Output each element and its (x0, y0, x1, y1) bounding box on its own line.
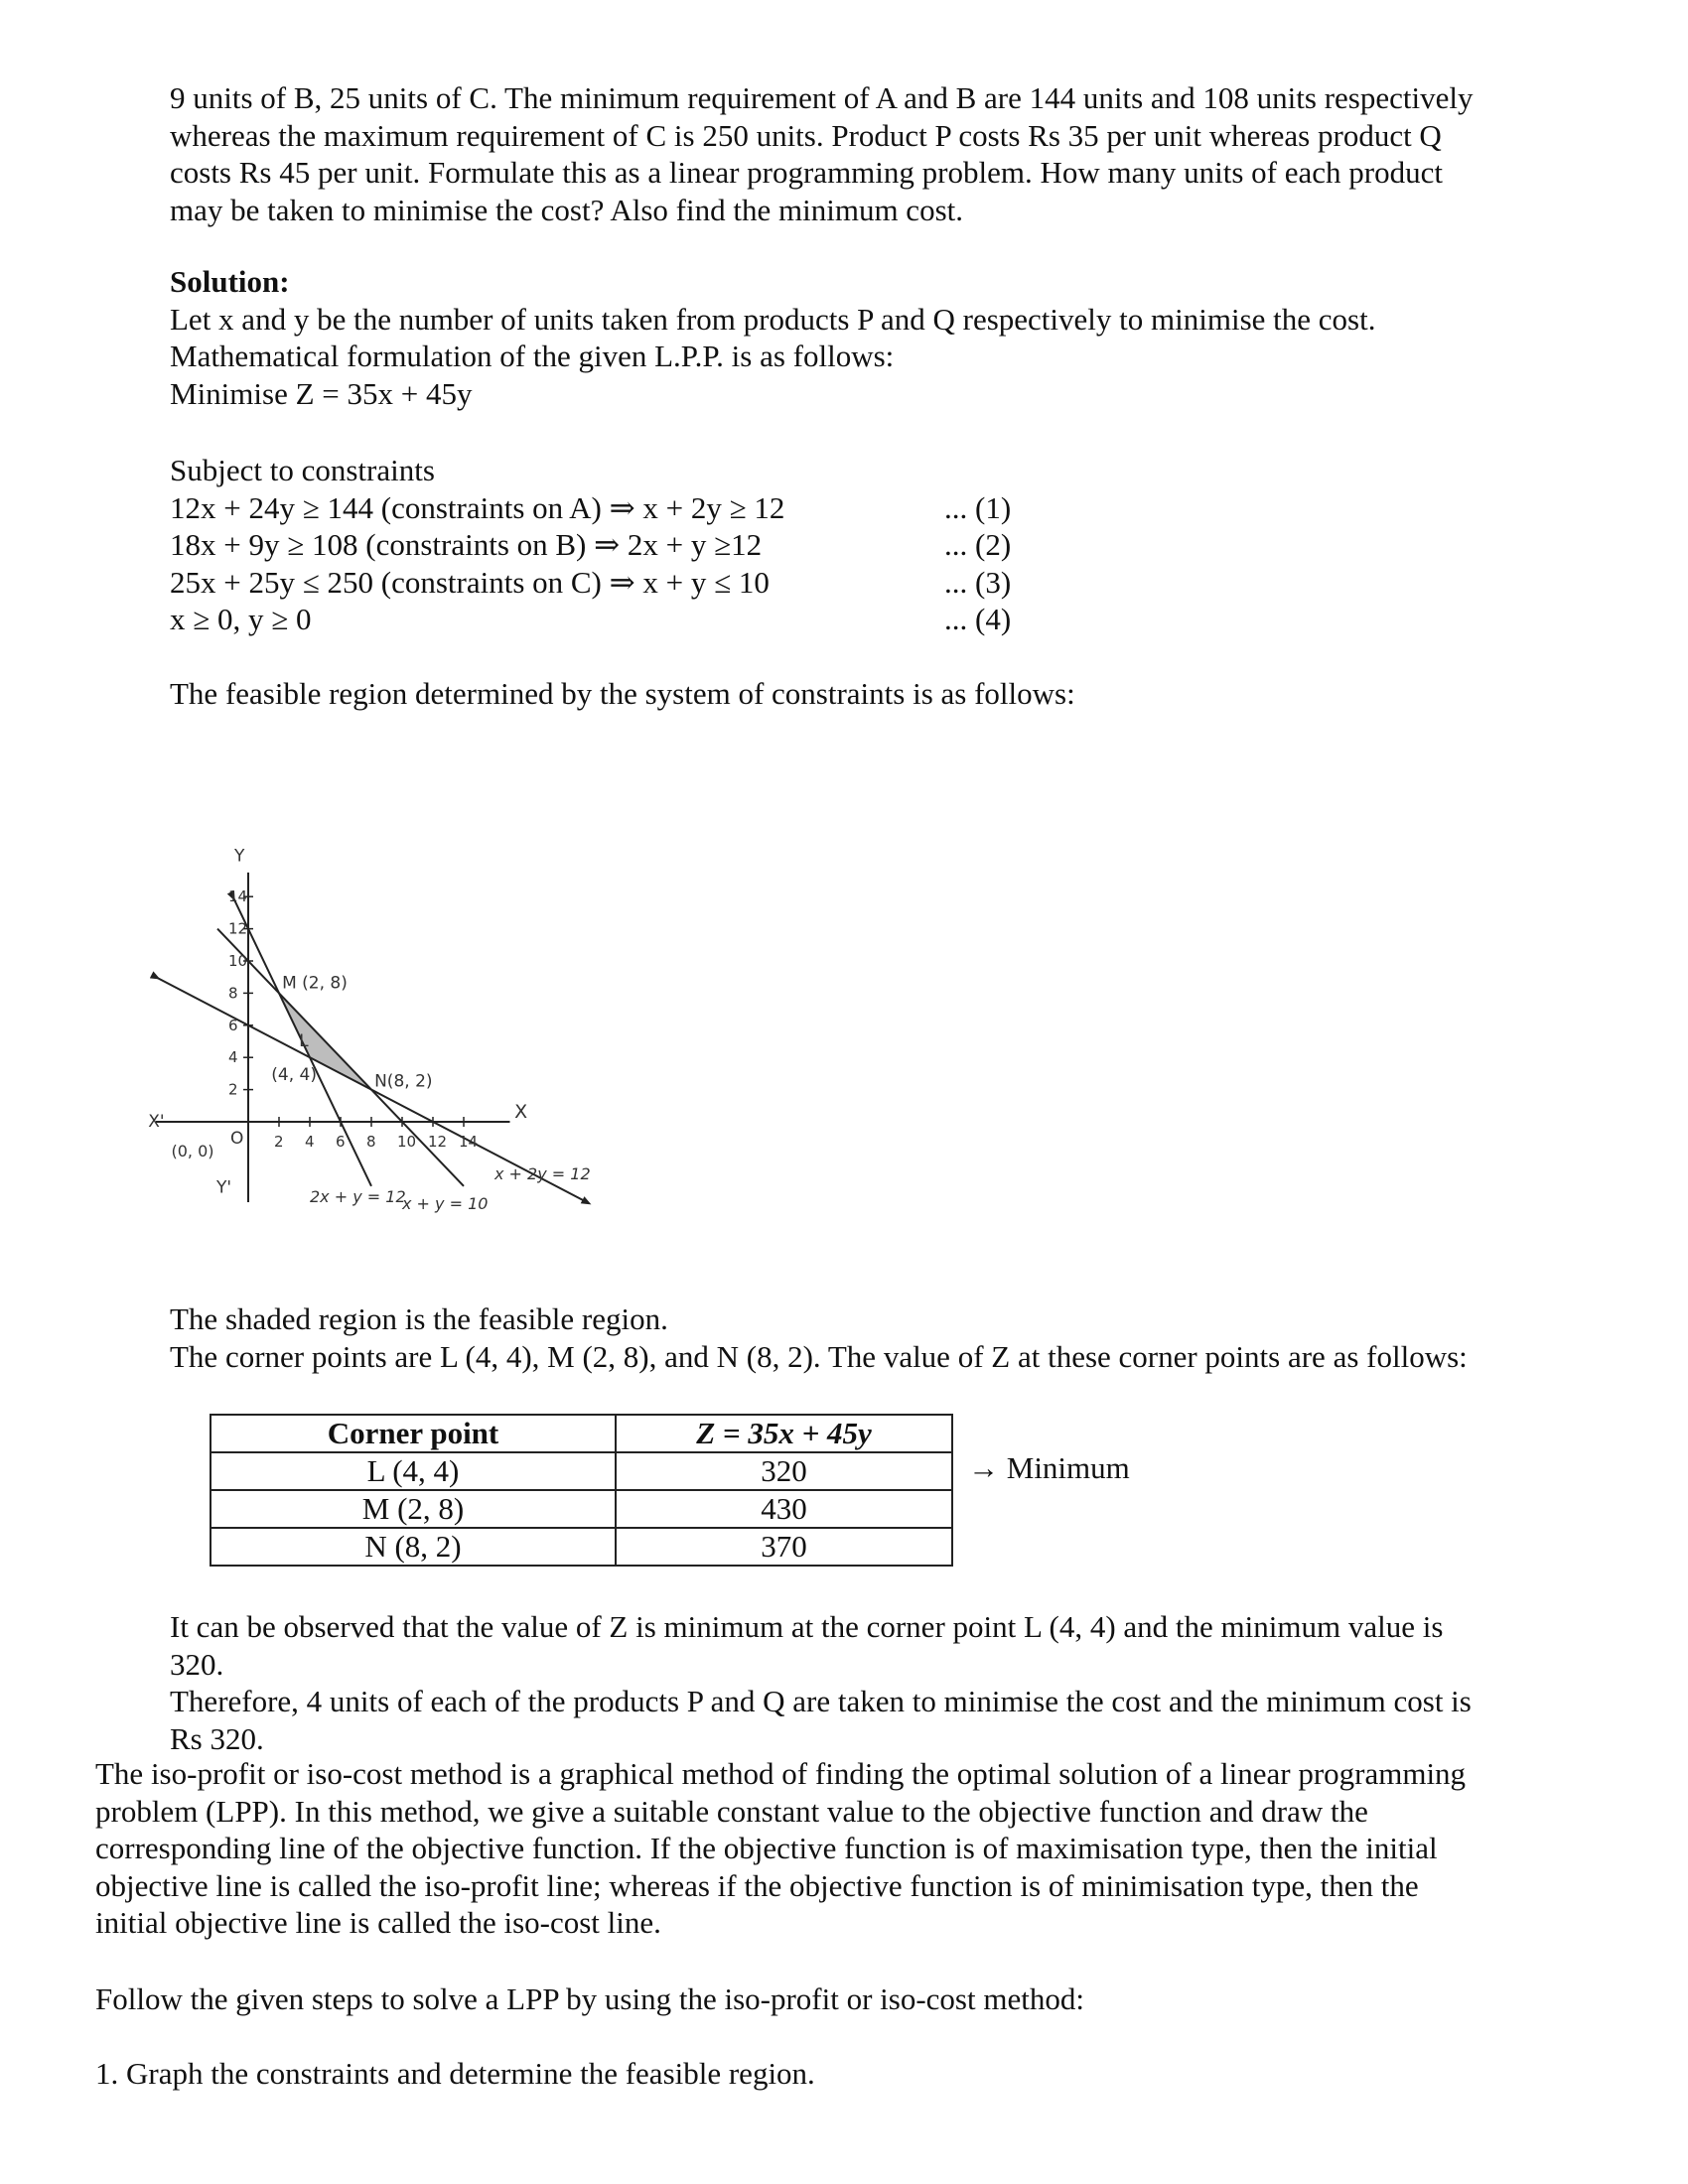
constraint-tag: ... (2) (944, 527, 1012, 562)
feasible-region-intro: The feasible region determined by the system of constraints is as follows: (170, 676, 1075, 711)
constraint-row (170, 489, 1103, 527)
constraint-tag: ... (4) (944, 602, 1012, 636)
y-neg-label: Y' (216, 1177, 232, 1198)
table-header-row (211, 1415, 952, 1452)
z-value-cell: 320 (616, 1452, 952, 1490)
variable-definition: Let x and y be the number of units taken from products P and Q respectively to minimise the cost. (170, 301, 1376, 337)
table-row (211, 1452, 952, 1490)
x-axis-label: X (514, 1101, 528, 1123)
text-line: 320. (170, 1646, 224, 1682)
constraint-row (170, 564, 1103, 602)
solution-heading: Solution: (170, 264, 290, 299)
constraint-text: 12x + 24y ≥ 144 (constraints on A) ⇒ x + 2y ≥ 12 (170, 489, 785, 525)
text-line: objective line is called the iso-profit line; whereas if the objective function is of minimisation type, then the (95, 1867, 1419, 1903)
text-line: costs Rs 45 per unit. Formulate this as a linear programming problem. How many units of each product (170, 155, 1443, 190)
constraint-text: x ≥ 0, y ≥ 0 (170, 602, 312, 636)
text-line: initial objective line is called the iso-cost line. (95, 1905, 661, 1940)
x-tick-label: 8 (366, 1133, 376, 1151)
region-description (170, 1300, 1600, 1375)
shaded-note: The shaded region is the feasible region. (170, 1301, 668, 1336)
x-tick-label: 10 (397, 1133, 417, 1151)
text-line: may be taken to minimise the cost? Also find the minimum cost. (170, 192, 963, 227)
y-tick-label: 14 (228, 887, 248, 906)
line3-label: x + y = 10 (402, 1194, 489, 1213)
text-line: 9 units of B, 25 units of C. The minimum requirement of A and B are 144 units and 108 units respectively (170, 80, 1474, 115)
table-row (211, 1528, 952, 1566)
step-item: 1. Graph the constraints and determine the feasible region. (95, 2056, 815, 2091)
conclusion (170, 1608, 1600, 1757)
z-value-cell: 430 (616, 1490, 952, 1528)
y-axis-label: Y (234, 846, 245, 867)
column-header: Z = 35x + 45y (616, 1415, 952, 1452)
objective-function: Minimise Z = 35x + 45y (170, 375, 473, 411)
y-tick-label: 8 (228, 984, 238, 1003)
steps-intro: Follow the given steps to solve a LPP by using the iso-profit or iso-cost method: (95, 1981, 1084, 2016)
column-header: Corner point (211, 1415, 616, 1452)
constraints-heading: Subject to constraints (170, 453, 435, 487)
y-tick-label: 12 (228, 919, 248, 938)
constraints-block (170, 452, 1103, 638)
constraint-row (170, 601, 1103, 638)
constraint-tag: ... (1) (944, 489, 1012, 525)
feasible-region-graph (148, 740, 643, 1276)
x-tick-label: 12 (428, 1133, 448, 1151)
point-l-coord-label: (4, 4) (271, 1064, 317, 1085)
point-l-label: L (299, 1030, 309, 1051)
text-line: problem (LPP). In this method, we give a suitable constant value to the objective function and draw the (95, 1793, 1368, 1829)
corner-point-cell: N (8, 2) (211, 1528, 616, 1566)
y-tick-label: 10 (228, 952, 248, 970)
text-line: corresponding line of the objective function. If the objective function is of maximisation type, then the initial (95, 1831, 1438, 1865)
constraint-text: 18x + 9y ≥ 108 (constraints on B) ⇒ 2x + y ≥12 (170, 527, 763, 562)
problem-statement (170, 79, 1580, 228)
origin-coord-label: (0, 0) (171, 1142, 214, 1160)
iso-method-paragraph (95, 1755, 1605, 1942)
line2-label: 2x + y = 12 (310, 1187, 406, 1206)
point-n-label: N(8, 2) (374, 1071, 433, 1092)
table-row (211, 1490, 952, 1528)
point-m-label: M (2, 8) (282, 973, 348, 994)
corner-points-note: The corner points are L (4, 4), M (2, 8), and N (8, 2). The value of Z at these corner points are as follows: (170, 1338, 1468, 1374)
y-tick-label: 2 (228, 1080, 238, 1099)
constraint-row (170, 526, 1103, 564)
text-line: Rs 320. (170, 1720, 264, 1756)
line1-label: x + 2y = 12 (494, 1164, 591, 1183)
text-line: Therefore, 4 units of each of the products P and Q are taken to minimise the cost and the minimum cost is (170, 1684, 1472, 1718)
constraint-tag: ... (3) (944, 564, 1012, 600)
text-line: It can be observed that the value of Z is minimum at the corner point L (4, 4) and the minimum value is (170, 1609, 1444, 1644)
minimum-note: → Minimum (968, 1450, 1130, 1485)
x-neg-label: X' (148, 1112, 165, 1132)
x-tick-label: 2 (274, 1133, 284, 1151)
origin-label: O (230, 1129, 244, 1149)
formulation-intro: Mathematical formulation of the given L.P.P. is as follows: (170, 339, 895, 373)
text-line: The iso-profit or iso-cost method is a graphical method of finding the optimal solution of a linear programming (95, 1756, 1467, 1791)
z-value-cell: 370 (616, 1528, 952, 1566)
corner-point-cell: M (2, 8) (211, 1490, 616, 1528)
constraint-text: 25x + 25y ≤ 250 (constraints on C) ⇒ x + y ≤ 10 (170, 564, 770, 600)
text-line: whereas the maximum requirement of C is 250 units. Product P costs Rs 35 per unit whereas product Q (170, 117, 1442, 153)
y-tick-label: 6 (228, 1016, 238, 1034)
x-tick-label: 6 (336, 1133, 346, 1151)
corner-point-cell: L (4, 4) (211, 1452, 616, 1490)
x-tick-label: 14 (459, 1133, 479, 1151)
corner-point-table (210, 1414, 953, 1567)
x-tick-label: 4 (305, 1133, 315, 1151)
solution-section (170, 263, 1580, 412)
y-tick-label: 4 (228, 1048, 238, 1067)
